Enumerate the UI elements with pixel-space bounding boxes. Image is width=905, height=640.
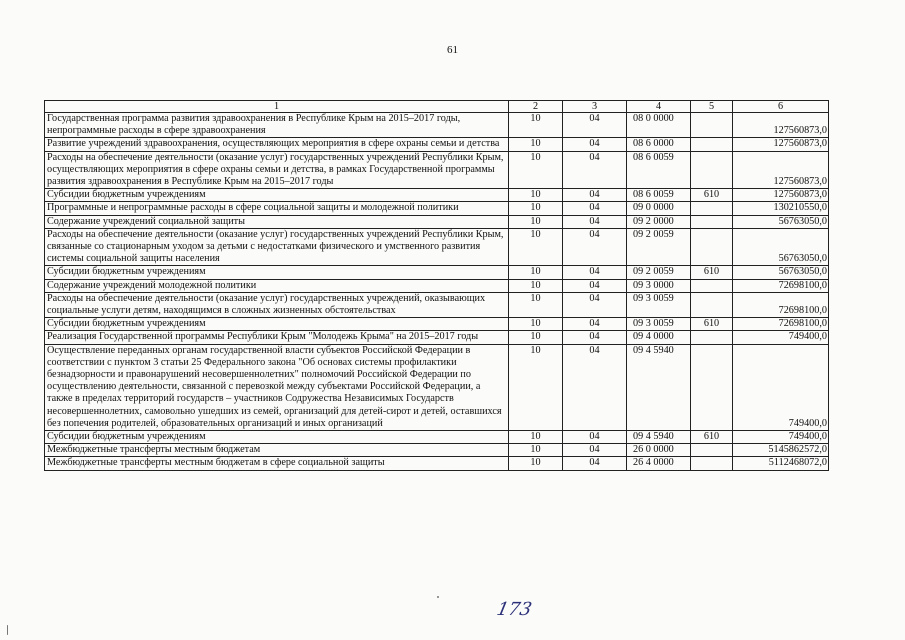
subsection-code: 04 [563,215,627,228]
target-article-code: 09 4 0000 [627,331,691,344]
table-body [45,113,829,471]
expense-type-code [691,215,733,228]
expense-type-code: 610 [691,266,733,279]
target-article-code: 09 4 5940 [627,344,691,430]
table-row [45,279,829,292]
expense-type-code [691,457,733,470]
table-row [45,444,829,457]
amount: 127560873,0 [733,113,829,138]
amount: 127560873,0 [733,151,829,189]
target-article-code: 09 3 0059 [627,292,691,317]
amount: 56763050,0 [733,215,829,228]
expense-type-code [691,331,733,344]
subsection-code: 04 [563,202,627,215]
column-header: 2 [509,101,563,113]
table-header-row [45,101,829,113]
column-header: 6 [733,101,829,113]
amount: 127560873,0 [733,138,829,151]
subsection-code: 04 [563,344,627,430]
section-code: 10 [509,228,563,266]
amount: 5112468072,0 [733,457,829,470]
row-description: Осуществление переданных органам государственной власти субъектов Российской Федерации в соответствии с пунктом 3 статьи 25 Федерального закона "Об основах системы профилактики безнадзорности и правонарушений несовершеннолетних" полномочий Российской Федерации по осуществлению деятельности, связанной с перевозкой между субъектами Российской Федерации, а также в пределах территорий государств – участников Содружества Независимых Государств несовершеннолетних, самовольно ушедших из семей, организаций для детей-сирот и детей, оставшихся без попечения родителей, образовательных организаций и иных организаций [45,344,509,430]
expense-type-code [691,138,733,151]
row-description: Субсидии бюджетным учреждениям [45,266,509,279]
section-code: 10 [509,444,563,457]
section-code: 10 [509,318,563,331]
section-code: 10 [509,279,563,292]
target-article-code: 08 0 0000 [627,113,691,138]
target-article-code: 09 3 0059 [627,318,691,331]
scan-mark [7,625,8,635]
section-code: 10 [509,215,563,228]
section-code: 10 [509,331,563,344]
subsection-code: 04 [563,279,627,292]
row-description: Содержание учреждений молодежной политики [45,279,509,292]
column-header: 5 [691,101,733,113]
table-row [45,431,829,444]
section-code: 10 [509,266,563,279]
amount: 56763050,0 [733,228,829,266]
section-code: 10 [509,292,563,317]
section-code: 10 [509,457,563,470]
table-row [45,318,829,331]
subsection-code: 04 [563,457,627,470]
subsection-code: 04 [563,266,627,279]
target-article-code: 26 0 0000 [627,444,691,457]
handwritten-signature: 173 [494,599,534,620]
page-number: 61 [447,44,458,56]
expense-type-code [691,202,733,215]
row-description: Субсидии бюджетным учреждениям [45,318,509,331]
target-article-code: 09 2 0000 [627,215,691,228]
target-article-code: 08 6 0000 [627,138,691,151]
row-description: Межбюджетные трансферты местным бюджетам [45,444,509,457]
target-article-code: 09 4 5940 [627,431,691,444]
target-article-code: 08 6 0059 [627,151,691,189]
subsection-code: 04 [563,331,627,344]
section-code: 10 [509,138,563,151]
amount: 749400,0 [733,331,829,344]
expense-type-code [691,344,733,430]
table-row [45,292,829,317]
table-row [45,331,829,344]
row-description: Содержание учреждений социальной защиты [45,215,509,228]
subsection-code: 04 [563,138,627,151]
target-article-code: 26 4 0000 [627,457,691,470]
column-header: 4 [627,101,691,113]
section-code: 10 [509,189,563,202]
subsection-code: 04 [563,431,627,444]
amount: 749400,0 [733,431,829,444]
amount: 72698100,0 [733,279,829,292]
table-row [45,215,829,228]
row-description: Субсидии бюджетным учреждениям [45,431,509,444]
subsection-code: 04 [563,228,627,266]
scan-speck [437,596,439,598]
row-description: Межбюджетные трансферты местным бюджетам в сфере социальной защиты [45,457,509,470]
amount: 127560873,0 [733,189,829,202]
row-description: Программные и непрограммные расходы в сфере социальной защиты и молодежной политики [45,202,509,215]
section-code: 10 [509,431,563,444]
row-description: Расходы на обеспечение деятельности (оказание услуг) государственных учреждений Республики Крым, связанные со стационарным уходом за детьми с недостатками физического и умственного развития системы социальной защиты населения [45,228,509,266]
target-article-code: 09 2 0059 [627,266,691,279]
table-row [45,344,829,430]
subsection-code: 04 [563,444,627,457]
subsection-code: 04 [563,292,627,317]
table-row [45,202,829,215]
expense-type-code: 610 [691,431,733,444]
row-description: Развитие учреждений здравоохранения, осуществляющих мероприятия в сфере охраны семьи и детства [45,138,509,151]
section-code: 10 [509,202,563,215]
budget-table [44,100,829,471]
expense-type-code [691,113,733,138]
subsection-code: 04 [563,113,627,138]
table-row [45,151,829,189]
target-article-code: 08 6 0059 [627,189,691,202]
amount: 56763050,0 [733,266,829,279]
amount: 72698100,0 [733,318,829,331]
section-code: 10 [509,344,563,430]
target-article-code: 09 0 0000 [627,202,691,215]
subsection-code: 04 [563,189,627,202]
section-code: 10 [509,151,563,189]
table-row [45,228,829,266]
section-code: 10 [509,113,563,138]
amount: 130210550,0 [733,202,829,215]
expense-type-code [691,292,733,317]
row-description: Расходы на обеспечение деятельности (оказание услуг) государственных учреждений Республики Крым, осуществляющих мероприятия в сфере охраны семьи и детства, в рамках Государственной программы развития здравоохранения в Республике Крым на 2015–2017 годы [45,151,509,189]
amount: 72698100,0 [733,292,829,317]
amount: 749400,0 [733,344,829,430]
expense-type-code [691,279,733,292]
table-row [45,457,829,470]
table-row [45,189,829,202]
table-row [45,138,829,151]
column-header: 1 [45,101,509,113]
expense-type-code [691,444,733,457]
row-description: Субсидии бюджетным учреждениям [45,189,509,202]
row-description: Расходы на обеспечение деятельности (оказание услуг) государственных учреждений, оказывающих социальные услуги детям, находящимся в сложных жизненных обстоятельствах [45,292,509,317]
target-article-code: 09 3 0000 [627,279,691,292]
amount: 5145862572,0 [733,444,829,457]
column-header: 3 [563,101,627,113]
target-article-code: 09 2 0059 [627,228,691,266]
expense-type-code: 610 [691,189,733,202]
table-row [45,266,829,279]
expense-type-code: 610 [691,318,733,331]
table-row [45,113,829,138]
row-description: Реализация Государственной программы Республики Крым "Молодежь Крыма" на 2015–2017 годы [45,331,509,344]
subsection-code: 04 [563,318,627,331]
expense-type-code [691,151,733,189]
expense-type-code [691,228,733,266]
row-description: Государственная программа развития здравоохранения в Республике Крым на 2015–2017 годы, непрограммные расходы в сфере здравоохранения [45,113,509,138]
subsection-code: 04 [563,151,627,189]
